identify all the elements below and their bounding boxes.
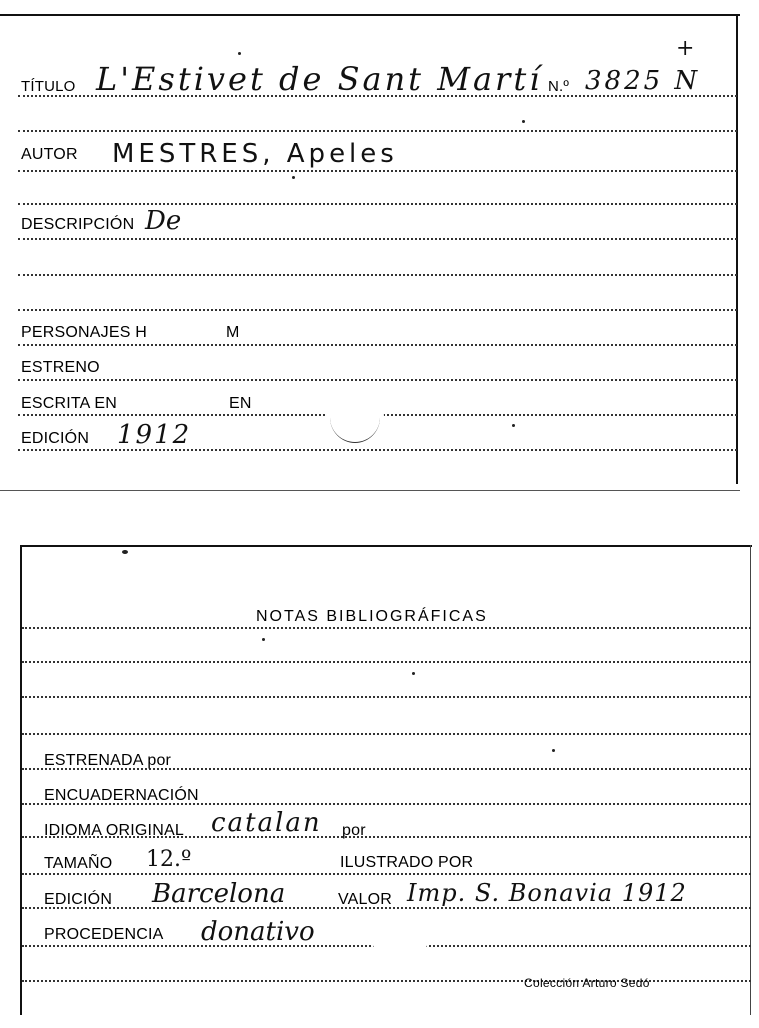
speck xyxy=(522,120,525,123)
front-card xyxy=(0,0,759,495)
autor-label: AUTOR xyxy=(21,146,78,163)
idioma-label: IDIOMA ORIGINAL xyxy=(44,822,184,839)
titulo-value: L'Estivet de Sant Martí xyxy=(96,60,543,98)
estreno-label: ESTRENO xyxy=(21,359,100,376)
front-card-top-edge xyxy=(0,14,740,16)
speck xyxy=(412,672,415,675)
back-card xyxy=(0,540,759,1028)
coleccion-footer: Colección Arturo Sedó xyxy=(524,976,650,990)
ilustrado-label: ILUSTRADO POR xyxy=(340,854,474,871)
procedencia-value: donativo xyxy=(201,917,315,947)
front-line-4 xyxy=(18,203,737,205)
back-line-8 xyxy=(22,873,751,875)
idioma-value: catalan xyxy=(211,808,322,838)
back-line-3 xyxy=(22,696,751,698)
back-card-top-edge xyxy=(20,545,752,547)
speck xyxy=(122,550,128,554)
punch-hole-back xyxy=(372,920,428,960)
speck xyxy=(238,52,241,55)
personajes-label: PERSONAJES H xyxy=(21,324,147,341)
speck xyxy=(512,424,515,427)
edicion-back-value: Barcelona xyxy=(152,879,286,909)
front-line-8 xyxy=(18,344,737,346)
back-line-4 xyxy=(22,733,751,735)
encuadernacion-label: ENCUADERNACIÓN xyxy=(44,787,199,804)
autor-value: MESTRES, Apeles xyxy=(112,139,398,169)
escrita-en-label: EN xyxy=(229,395,252,412)
numero-value: 3825 N xyxy=(585,66,701,96)
speck xyxy=(292,176,295,179)
front-line-7 xyxy=(18,309,737,311)
speck xyxy=(262,638,265,641)
front-line-6 xyxy=(18,274,737,276)
back-line-2 xyxy=(22,661,751,663)
escrita-label: ESCRITA EN xyxy=(21,395,117,412)
back-line-1 xyxy=(22,627,751,629)
front-card-bottom-edge xyxy=(0,490,740,491)
notas-heading: NOTAS BIBLIOGRÁFICAS xyxy=(256,608,488,625)
edicion-value: 1912 xyxy=(117,420,192,450)
punch-hole-shadow xyxy=(330,392,380,443)
valor-value: Imp. S. Bonavia 1912 xyxy=(407,879,687,907)
tamano-label: TAMAÑO xyxy=(44,855,113,872)
personajes-m-label: M xyxy=(226,324,240,341)
idioma-por-label: por xyxy=(342,822,366,839)
front-line-2 xyxy=(18,130,737,132)
valor-label: VALOR xyxy=(338,891,393,908)
estrenada-label: ESTRENADA por xyxy=(44,752,172,769)
descripcion-value: De xyxy=(145,206,182,236)
edicion-label: EDICIÓN xyxy=(21,430,90,447)
numero-label: N.º xyxy=(548,78,570,95)
front-line-9 xyxy=(18,379,737,381)
corner-mark: + xyxy=(676,36,695,61)
edicion-back-label: EDICIÓN xyxy=(44,891,113,908)
front-line-5 xyxy=(18,238,737,240)
procedencia-label: PROCEDENCIA xyxy=(44,926,164,943)
front-line-3 xyxy=(18,170,737,172)
speck xyxy=(552,749,555,752)
descripcion-label: DESCRIPCIÓN xyxy=(21,216,135,233)
tamano-value: 12.º xyxy=(146,847,192,872)
titulo-label: TÍTULO xyxy=(21,78,76,95)
